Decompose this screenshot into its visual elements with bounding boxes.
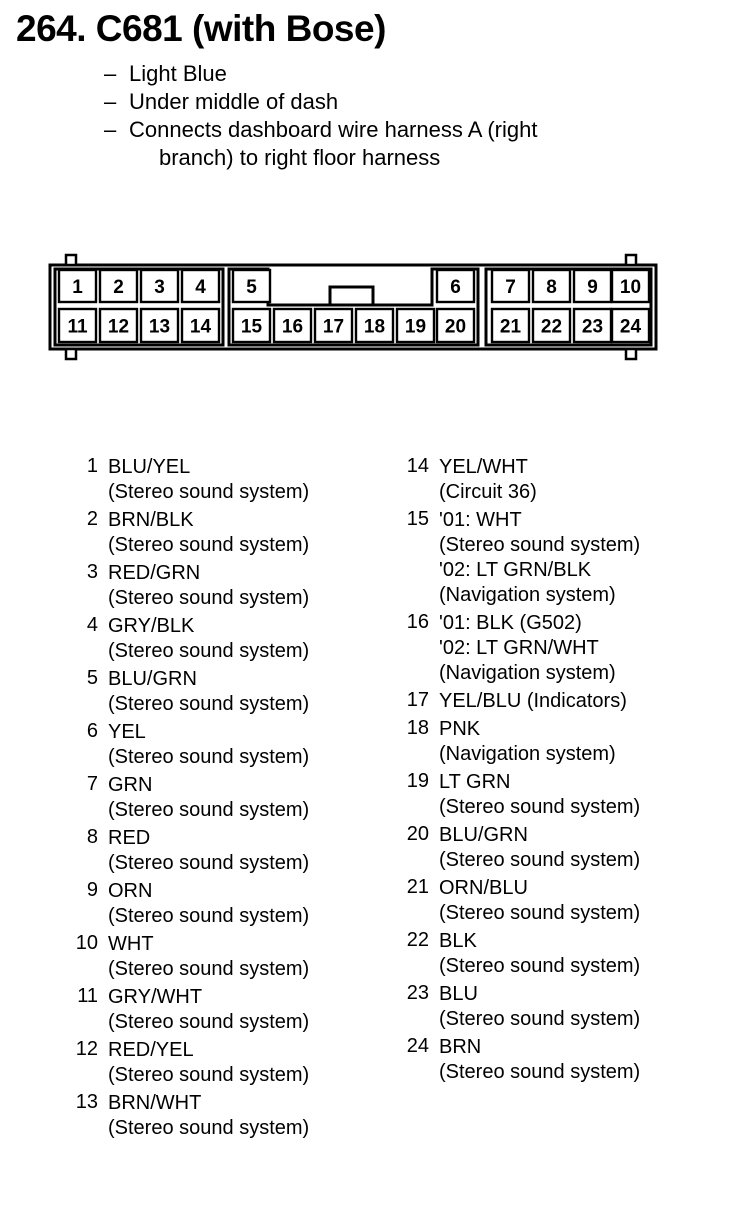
pin-description: BLU/GRN: [108, 668, 197, 690]
connector-pin-18: [356, 309, 393, 342]
pin-number: 1: [86, 455, 98, 477]
note-dash: –: [104, 117, 117, 142]
pin-description: GRN: [108, 774, 153, 796]
connector-pin-label: 9: [587, 277, 598, 298]
pin-entry: [62, 1091, 372, 1141]
connector-pin-label: 21: [499, 316, 522, 338]
pin-entry: [393, 611, 723, 686]
connector-pin-1: [59, 270, 96, 302]
pin-description: (Navigation system): [439, 743, 616, 765]
pin-description: RED/GRN: [108, 562, 201, 584]
connector-pin-17: [315, 309, 352, 342]
connector-pin-label: 3: [154, 277, 165, 298]
connector-tab: [626, 349, 636, 359]
connector-pin-label: 4: [195, 277, 206, 298]
note-dash: –: [104, 61, 117, 86]
pin-description: GRY/WHT: [108, 986, 203, 1008]
pin-description: (Stereo sound system): [108, 1011, 310, 1033]
pin-number: 20: [406, 823, 429, 845]
pin-number: 11: [77, 985, 98, 1007]
connector-pin-label: 1: [72, 277, 83, 298]
connector-pin-16: [274, 309, 311, 342]
pin-description: (Stereo sound system): [439, 1061, 641, 1083]
pin-number: 21: [406, 876, 429, 898]
pin-number: 15: [406, 508, 429, 530]
pin-description: (Stereo sound system): [439, 902, 641, 924]
pin-description: (Stereo sound system): [108, 852, 310, 874]
pin-description: (Stereo sound system): [108, 587, 310, 609]
connector-pin-label: 10: [619, 277, 642, 298]
pin-entry: [62, 508, 372, 558]
connector-tab: [66, 349, 76, 359]
pin-number: 2: [86, 508, 98, 530]
pin-entry: [393, 876, 723, 926]
connector-pin-6: [437, 270, 474, 302]
pin-description: ORN/BLU: [439, 877, 528, 899]
connector-pin-7: [492, 270, 529, 302]
note-text: Under middle of dash: [129, 89, 339, 114]
connector-pin-label: 2: [113, 277, 124, 298]
pin-entry: [62, 1038, 372, 1088]
pin-entry: [62, 932, 372, 982]
connector-pin-label: 11: [67, 316, 88, 338]
pin-description: BLK: [439, 930, 477, 952]
pin-description: BRN/BLK: [108, 509, 194, 531]
pin-number: 13: [75, 1091, 98, 1113]
pin-entry: [62, 879, 372, 929]
connector-pin-21: [492, 309, 529, 342]
pin-entry: [62, 455, 372, 505]
pin-entry: [62, 826, 372, 876]
pin-description: (Stereo sound system): [108, 1064, 310, 1086]
pin-description: '01: WHT: [439, 509, 522, 531]
note-text: branch) to right floor harness: [159, 145, 441, 170]
pin-entry: [393, 929, 723, 979]
connector-pin-10: [612, 270, 649, 302]
connector-key: [330, 287, 373, 304]
pin-number: 22: [406, 929, 429, 951]
note-dash: –: [104, 89, 117, 114]
connector-pin-13: [141, 309, 178, 342]
pin-number: 18: [406, 717, 429, 739]
connector-pin-label: 14: [189, 316, 212, 338]
pin-description: PNK: [439, 718, 481, 740]
pin-description: (Stereo sound system): [439, 534, 641, 556]
pin-entry: [393, 823, 723, 873]
connector-tab: [626, 255, 636, 265]
pin-number: 24: [406, 1035, 429, 1057]
pin-entry: [393, 1035, 723, 1085]
pin-entry: [62, 773, 372, 823]
connector-pin-label: 17: [322, 316, 345, 338]
connector-pin-12: [100, 309, 137, 342]
connector-pin-9: [574, 270, 611, 302]
pin-entry: [62, 667, 372, 717]
connector-tab: [66, 255, 76, 265]
pin-description: (Stereo sound system): [108, 1117, 310, 1139]
pin-entry: [393, 982, 723, 1032]
connector-pin-label: 19: [404, 316, 427, 338]
connector-pin-5: [233, 270, 270, 302]
pin-number: 17: [406, 689, 429, 711]
pin-number: 10: [75, 932, 98, 954]
pin-entry: [62, 985, 372, 1035]
connector-pin-label: 12: [107, 316, 130, 338]
pin-description: (Stereo sound system): [108, 693, 310, 715]
pin-entry: [393, 455, 723, 505]
pin-description: (Stereo sound system): [108, 799, 310, 821]
pin-description: '02: LT GRN/BLK: [439, 559, 592, 581]
connector-pin-22: [533, 309, 570, 342]
pin-description: (Stereo sound system): [108, 534, 310, 556]
pin-list-right: [393, 455, 723, 1088]
pin-number: 5: [86, 667, 98, 689]
pin-number: 9: [86, 879, 98, 901]
pin-number: 16: [406, 611, 429, 633]
pin-description: RED: [108, 827, 151, 849]
pin-number: 3: [86, 561, 98, 583]
pin-entry: [393, 508, 723, 608]
pin-description: (Circuit 36): [439, 481, 537, 503]
pin-entry: [62, 614, 372, 664]
pin-description: (Stereo sound system): [439, 849, 641, 871]
pin-description: YEL: [108, 721, 146, 743]
pin-description: LT GRN: [439, 771, 511, 793]
connector-pin-8: [533, 270, 570, 302]
pin-list-left: [62, 455, 372, 1144]
pin-number: 12: [75, 1038, 98, 1060]
pin-description: (Stereo sound system): [108, 905, 310, 927]
connector-pin-19: [397, 309, 434, 342]
pin-description: BLU/GRN: [439, 824, 528, 846]
connector-pin-14: [182, 309, 219, 342]
pin-description: BRN/WHT: [108, 1092, 202, 1114]
connector-pin-label: 15: [240, 316, 263, 338]
pin-description: (Stereo sound system): [108, 640, 310, 662]
pin-description: WHT: [108, 933, 154, 955]
pin-description: (Navigation system): [439, 662, 616, 684]
pin-description: (Stereo sound system): [439, 955, 641, 977]
pin-description: YEL/BLU (Indicators): [439, 690, 627, 712]
page-title: 264. C681 (with Bose): [16, 8, 386, 49]
connector-diagram: [0, 0, 752, 380]
pin-number: 23: [406, 982, 429, 1004]
connector-pin-label: 18: [363, 316, 386, 338]
pin-description: GRY/BLK: [108, 615, 195, 637]
connector-pin-24: [612, 309, 649, 342]
pin-entry: [393, 689, 723, 714]
connector-pin-15: [233, 309, 270, 342]
connector-pin-label: 6: [450, 277, 461, 298]
pin-description: (Stereo sound system): [108, 746, 310, 768]
pin-description: (Navigation system): [439, 584, 616, 606]
pin-number: 4: [86, 614, 98, 636]
connector-pin-2: [100, 270, 137, 302]
pin-description: (Stereo sound system): [108, 481, 310, 503]
pin-description: YEL/WHT: [439, 456, 528, 478]
pin-description: BRN: [439, 1036, 482, 1058]
pin-entry: [393, 770, 723, 820]
pin-number: 8: [86, 826, 98, 848]
pin-description: BLU: [439, 983, 478, 1005]
connector-pin-label: 7: [505, 277, 516, 298]
connector-pin-label: 22: [540, 316, 563, 338]
pin-description: RED/YEL: [108, 1039, 194, 1061]
connector-pin-23: [574, 309, 611, 342]
connector-pin-label: 16: [281, 316, 304, 338]
connector-pin-label: 24: [619, 316, 642, 338]
pin-description: (Stereo sound system): [439, 1008, 641, 1030]
pin-number: 19: [406, 770, 429, 792]
pin-number: 7: [86, 773, 98, 795]
pin-description: ORN: [108, 880, 153, 902]
pin-entry: [393, 717, 723, 767]
connector-pin-11: [59, 309, 96, 342]
connector-pin-label: 20: [444, 316, 467, 338]
pin-description: '02: LT GRN/WHT: [439, 637, 599, 659]
pin-entry: [62, 720, 372, 770]
connector-pin-20: [437, 309, 474, 342]
connector-pin-label: 8: [546, 277, 557, 298]
connector-pin-label: 23: [581, 316, 604, 338]
pin-description: BLU/YEL: [108, 456, 191, 478]
note-text: Light Blue: [129, 61, 227, 86]
pin-description: (Stereo sound system): [439, 796, 641, 818]
pin-number: 14: [406, 455, 429, 477]
connector-pin-label: 5: [246, 277, 257, 298]
pin-number: 6: [86, 720, 98, 742]
connector-pin-label: 13: [148, 316, 171, 338]
pin-description: '01: BLK (G502): [439, 612, 582, 634]
connector-pin-4: [182, 270, 219, 302]
connector-pin-3: [141, 270, 178, 302]
pin-description: (Stereo sound system): [108, 958, 310, 980]
pin-entry: [62, 561, 372, 611]
note-text: Connects dashboard wire harness A (right: [129, 117, 538, 142]
